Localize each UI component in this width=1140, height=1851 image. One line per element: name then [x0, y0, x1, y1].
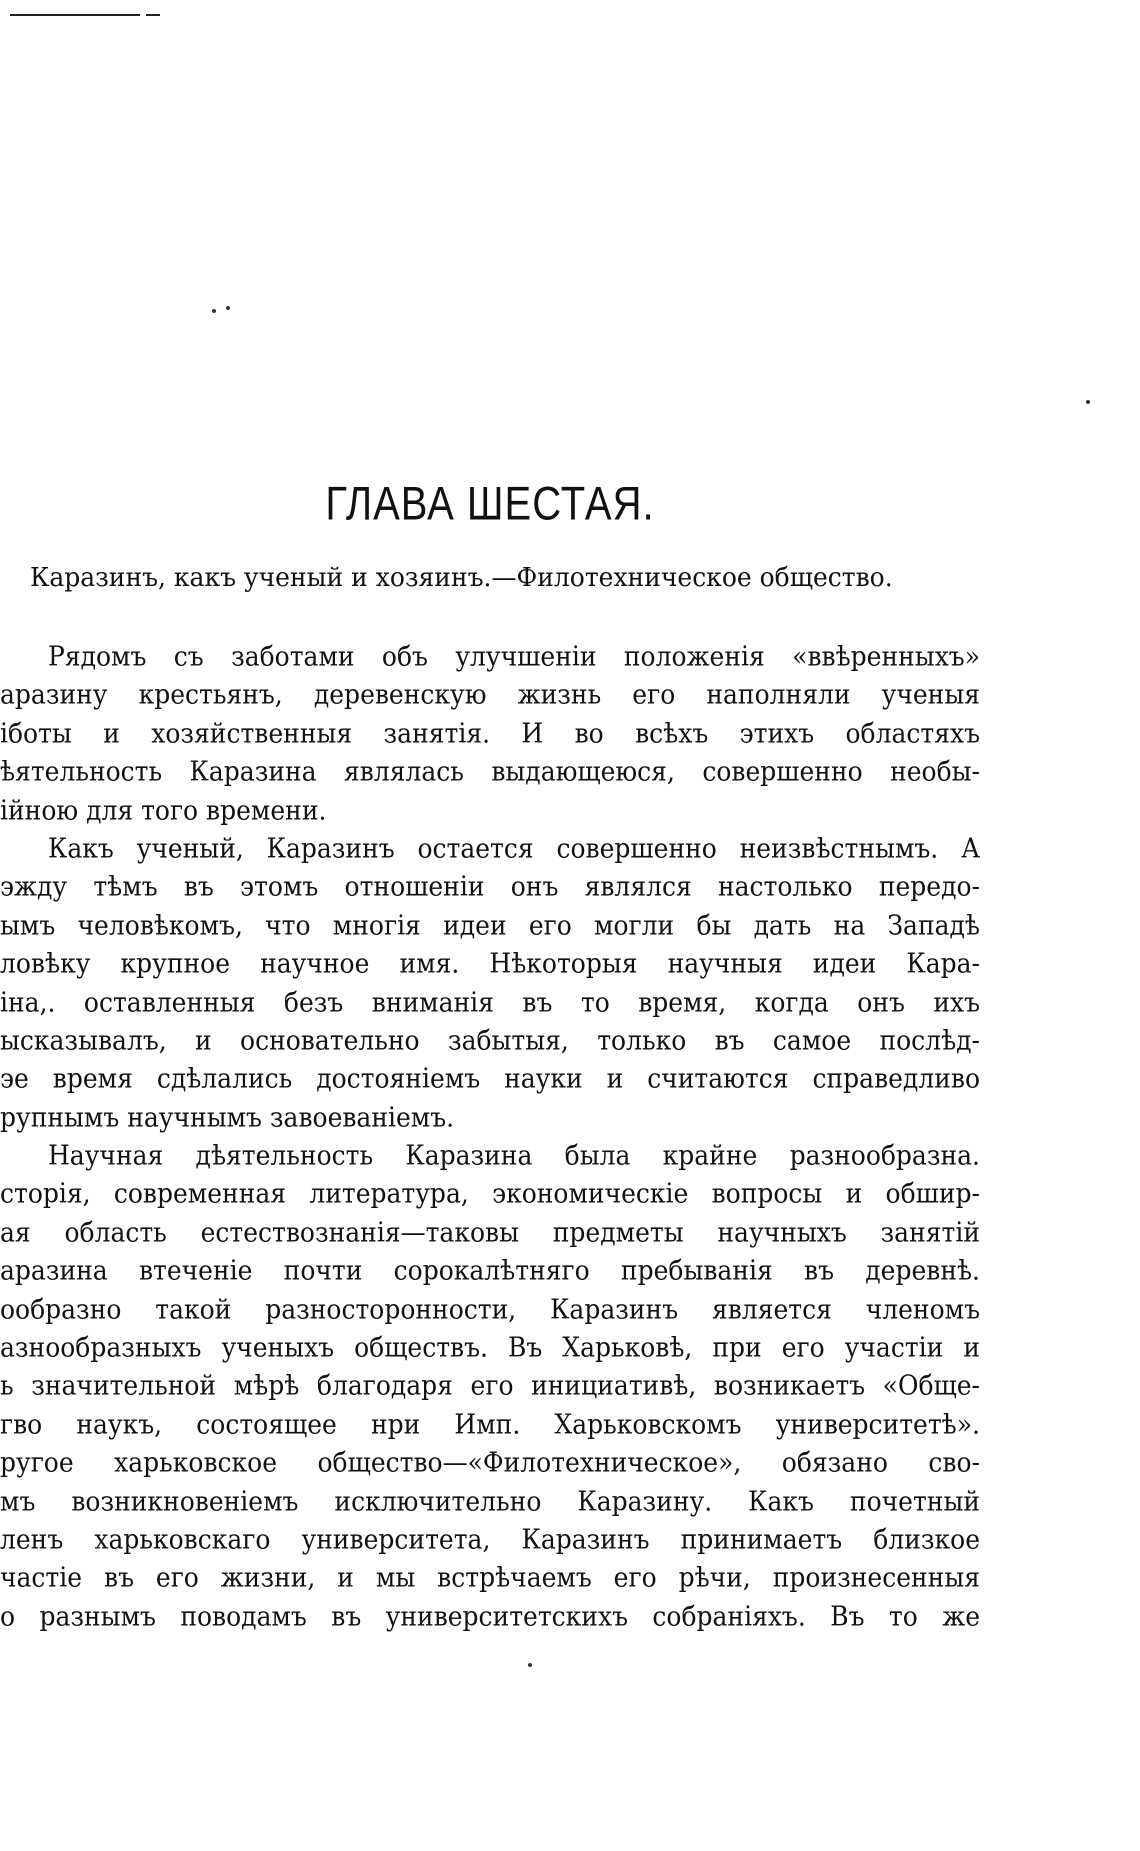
text-line: азнообразныхъ ученыхъ обществъ. Въ Харьковѣ, при его участіи и [0, 1331, 980, 1364]
text-line: ообразно такой разносторонности, Каразинъ является членомъ [0, 1293, 980, 1325]
top-rule [10, 14, 160, 16]
ink-speck [528, 1663, 532, 1667]
text-line: эе время сдѣлались достояніемъ науки и считаются справедливо [0, 1063, 980, 1095]
text-line: ленъ харьковскаго университета, Каразинъ принимаетъ близкое [0, 1523, 980, 1556]
text-line: Научная дѣятельность Каразина была крайне разнообразна. [48, 1139, 980, 1172]
text-line: аразину крестьянъ, деревенскую жизнь его наполняли ученыя [0, 679, 980, 711]
text-line: гво наукъ, состоящее нри Имп. Харьковскомъ университетѣ». [0, 1408, 980, 1440]
text-line: ь значительной мѣрѣ благодаря его инициативѣ, возникаетъ «Обще- [0, 1370, 980, 1402]
text-line: сторія, современная литература, экономическіе вопросы и обшир- [0, 1178, 980, 1210]
text-line: мъ возникновеніемъ исключительно Каразину. Какъ почетный [0, 1485, 980, 1517]
text-line: Какъ ученый, Каразинъ остается совершенно неизвѣстнымъ. А [48, 832, 980, 865]
text-line: ысказывалъ, и основательно забытыя, только въ самое послѣд- [0, 1024, 980, 1057]
text-line: ловѣку крупное научное имя. Нѣкоторыя научныя идеи Кара- [0, 947, 980, 980]
ink-speck [226, 306, 230, 310]
chapter-subtitle: Каразинъ, какъ ученый и хозяинъ.—Филотехническое общество. [30, 562, 893, 593]
ink-speck [212, 309, 216, 313]
text-line: эжду тѣмъ въ этомъ отношеніи онъ являлся настолько передо- [0, 871, 980, 903]
body-text [0, 638, 980, 1636]
text-line: іботы и хозяйственныя занятія. И во всѣхъ этихъ областяхъ [0, 717, 980, 749]
text-line: ая область естествознанія—таковы предметы научныхъ занятій [0, 1216, 980, 1248]
text-line: аразина втеченіе почти сорокалѣтняго пребыванія въ деревнѣ. [0, 1255, 980, 1287]
text-line: частіе въ его жизни, и мы встрѣчаемъ его рѣчи, произнесенныя [0, 1562, 980, 1594]
text-line: ымъ человѣкомъ, что многія идеи его могли бы дать на Западѣ [0, 909, 980, 941]
chapter-title: ГЛАВА ШЕСТАЯ. [325, 478, 655, 530]
text-line: ійною для того времени. [0, 794, 327, 826]
ink-speck [1086, 400, 1090, 404]
text-line: ругое харьковское общество—«Филотехническое», обязано сво- [0, 1446, 980, 1479]
text-line: о разнымъ поводамъ въ университетскихъ собраніяхъ. Въ то же [0, 1600, 980, 1632]
text-line: рупнымъ научнымъ завоеваніемъ. [0, 1101, 455, 1133]
text-line: іна,. оставленныя безъ вниманія въ то время, когда онъ ихъ [0, 986, 980, 1018]
text-line: Рядомъ съ заботами объ улучшеніи положенія «ввѣренныхъ» [48, 640, 980, 673]
text-line: ѣятельность Каразина являлась выдающеюся, совершенно необы- [0, 755, 980, 788]
